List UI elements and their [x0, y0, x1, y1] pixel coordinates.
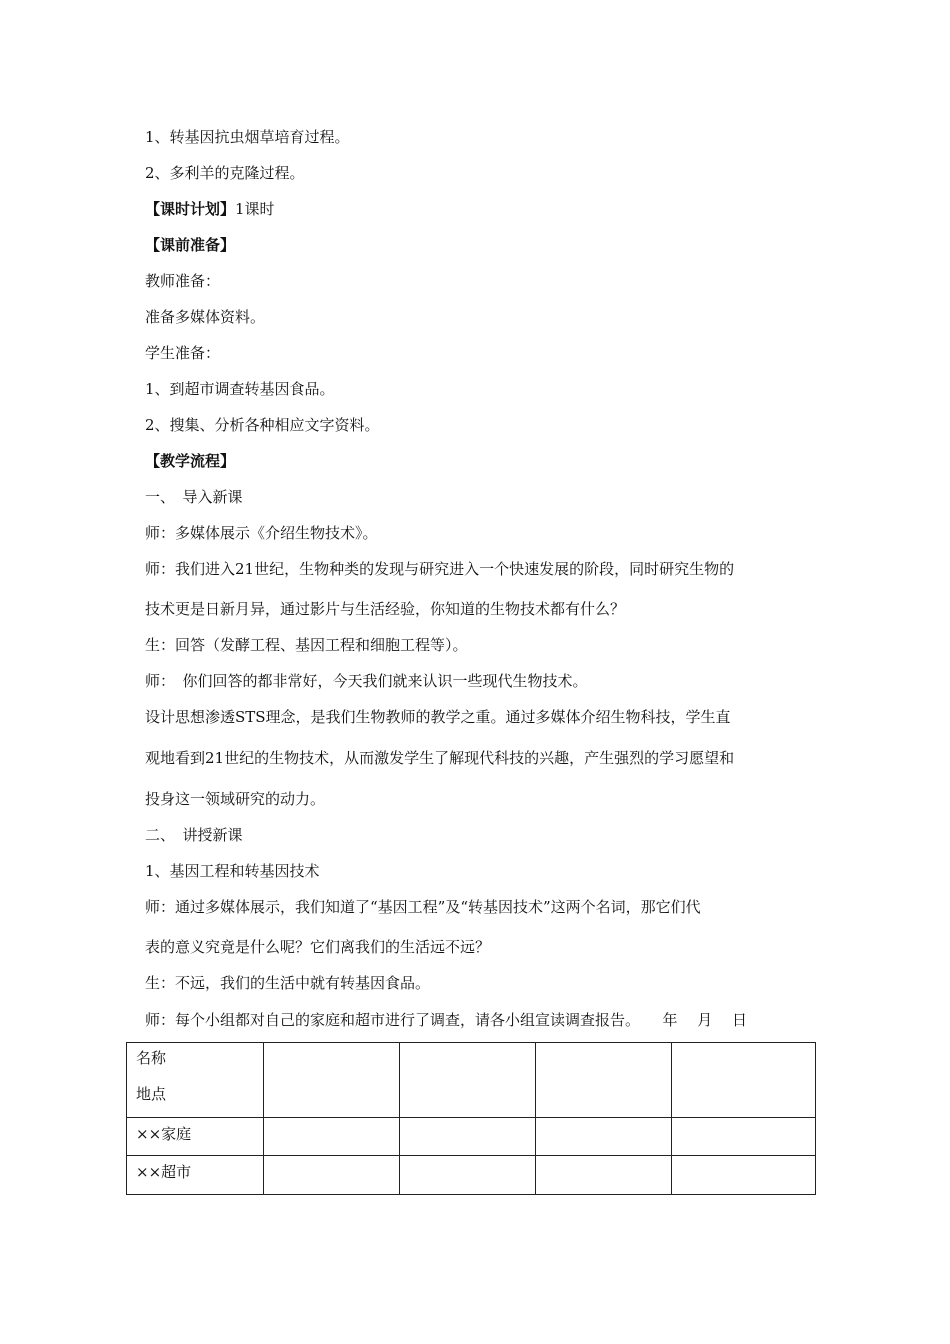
content-item-2: 2、多利羊的克隆过程。: [145, 164, 305, 182]
row-label-supermarket: ××超市: [136, 1163, 192, 1182]
table-cell: [264, 1043, 400, 1118]
section-2-line: 生：不远，我们的生活中就有转基因食品。: [145, 974, 431, 992]
content-item-1: 1、转基因抗虫烟草培育过程。: [145, 128, 350, 146]
lesson-plan-line: [145, 199, 275, 219]
table-row: [127, 1156, 816, 1195]
prep-heading: 【课前准备】: [145, 236, 236, 254]
teacher-prep-item: 准备多媒体资料。: [145, 308, 266, 326]
table-cell: [536, 1156, 672, 1195]
table-cell: [264, 1156, 400, 1195]
table-header-row: [127, 1043, 816, 1118]
table-cell: [672, 1043, 816, 1118]
lesson-plan-heading: 【课时计划】: [145, 200, 236, 218]
section-1-line: 生：回答（发酵工程、基因工程和细胞工程等）。: [145, 636, 468, 654]
section-1-line: 投身这一领域研究的动力。: [145, 790, 326, 808]
table-cell: [536, 1043, 672, 1118]
table-cell: [672, 1117, 816, 1156]
table-cell: [536, 1117, 672, 1156]
student-prep-item-2: 2、搜集、分析各种相应文字资料。: [145, 416, 380, 434]
table-cell: [400, 1117, 536, 1156]
section-2-line: 1、基因工程和转基因技术: [145, 862, 320, 880]
section-1-line: 设计思想渗透STS理念，是我们生物教师的教学之重。通过多媒体介绍生物科技，学生直: [145, 708, 731, 726]
section-2-title: 二、 讲授新课: [145, 826, 243, 844]
section-2-line: 师：通过多媒体展示，我们知道了“基因工程”及“转基因技术”这两个名词，那它们代: [145, 898, 701, 916]
lesson-plan-value: 1课时: [235, 200, 275, 218]
header-location-label: 地点: [136, 1085, 167, 1103]
student-prep-label: 学生准备：: [145, 344, 221, 362]
student-prep-item-1: 1、到超市调查转基因食品。: [145, 380, 335, 398]
table-row: [127, 1117, 816, 1156]
section-2-line: 师：每个小组都对自己的家庭和超市进行了调查，请各小组宣读调查报告。 年 月 日: [145, 1011, 748, 1029]
survey-table: [126, 1042, 816, 1195]
section-1-line: 技术更是日新月异，通过影片与生活经验，你知道的生物技术都有什么？: [145, 600, 626, 618]
table-row-label-cell: [127, 1117, 264, 1156]
table-header-cell: [127, 1043, 264, 1118]
table-cell: [264, 1117, 400, 1156]
section-1-line: 师： 你们回答的都非常好，今天我们就来认识一些现代生物技术。: [145, 672, 588, 690]
table-cell: [400, 1043, 536, 1118]
section-1-title: 一、 导入新课: [145, 488, 243, 506]
teacher-prep-label: 教师准备：: [145, 272, 221, 290]
table-cell: [400, 1156, 536, 1195]
flow-heading: 【教学流程】: [145, 452, 236, 470]
section-1-line: 观地看到21世纪的生物技术，从而激发学生了解现代科技的兴趣，产生强烈的学习愿望和: [145, 749, 735, 767]
section-2-line: 表的意义究竟是什么呢？它们离我们的生活远不远？: [145, 938, 491, 956]
table-cell: [672, 1156, 816, 1195]
table-row-label-cell: [127, 1156, 264, 1195]
row-label-home: ××家庭: [136, 1124, 192, 1143]
section-1-line: 师：多媒体展示《介绍生物技术》。: [145, 524, 378, 542]
section-1-line: 师：我们进入21世纪，生物种类的发现与研究进入一个快速发展的阶段，同时研究生物的: [145, 560, 735, 578]
header-name-label: 名称: [136, 1049, 167, 1067]
